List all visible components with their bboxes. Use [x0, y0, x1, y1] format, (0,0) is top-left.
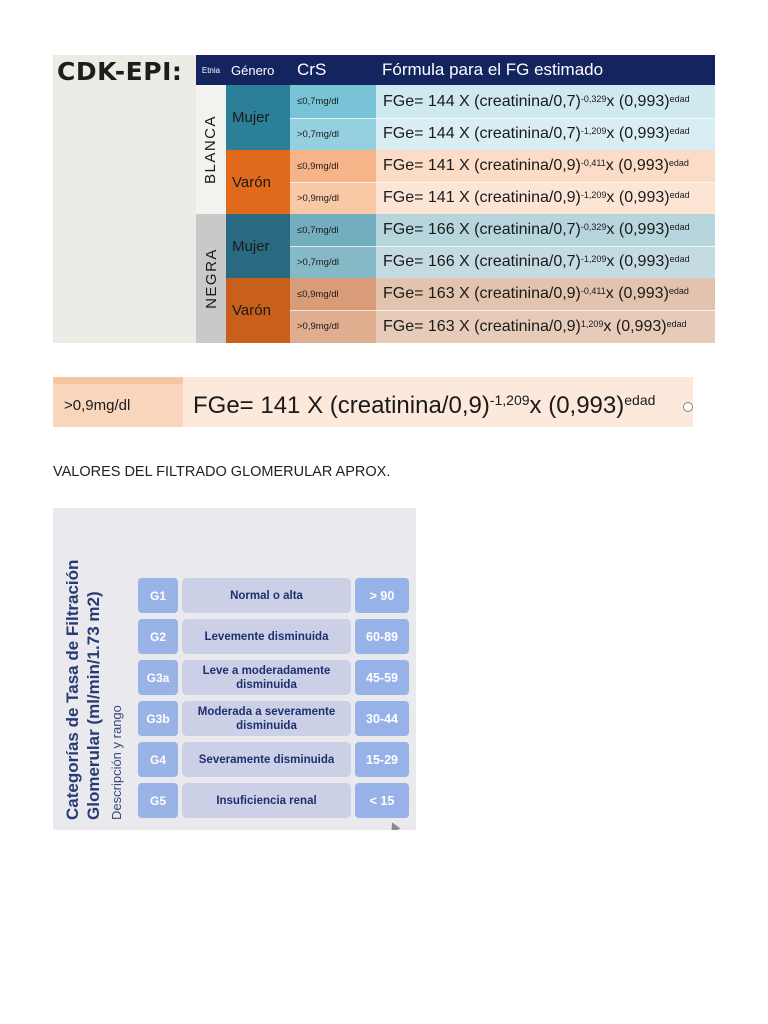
- gender-varon-negra: Varón: [226, 278, 290, 343]
- gender-mujer-blanca: Mujer: [226, 85, 290, 150]
- crs-cell: ≤0,7mg/dl: [290, 214, 376, 246]
- grade-badge: G2: [138, 619, 178, 654]
- cursor-arrow-icon: [388, 820, 401, 830]
- crs-cell: >0,9mg/dl: [290, 310, 376, 343]
- grade-range: 15-29: [355, 742, 409, 777]
- categories-title-line1: Categorías de Tasa de Filtración: [63, 559, 82, 820]
- grade-range: 30-44: [355, 701, 409, 736]
- formula-cell: FGe= 166 X (creatinina/0,7) $^{-0,329}$ x (0,993) $^{edad}$: [376, 214, 715, 246]
- highlighted-formula-image: [53, 377, 693, 427]
- ethnicity-negra: NEGRA: [196, 214, 226, 343]
- grade-description: Moderada a severamente disminuida: [182, 701, 351, 736]
- formula-cell: FGe= 141 X (creatinina/0,9) $^{-1,209}$ x (0,993) $^{edad}$: [376, 182, 715, 214]
- formula-cell: FGe= 163 X (creatinina/0,9) $^{-0,411}$ x (0,993) $^{edad}$: [376, 278, 715, 310]
- formula-cell: FGe= 144 X (creatinina/0,7) $^{-1,209}$ x (0,993) $^{edad}$: [376, 118, 715, 150]
- gfr-categories-image: [53, 508, 416, 830]
- grade-badge: G3b: [138, 701, 178, 736]
- header-formula: Fórmula para el FG estimado: [376, 55, 715, 85]
- grade-description: Leve a moderadamente disminuida: [182, 660, 351, 695]
- crs-cell: ≤0,9mg/dl: [290, 278, 376, 310]
- grade-range: < 15: [355, 783, 409, 818]
- grade-range: 45-59: [355, 660, 409, 695]
- crs-cell: ≤0,7mg/dl: [290, 85, 376, 118]
- grade-badge: G4: [138, 742, 178, 777]
- formula-cell: FGe= 144 X (creatinina/0,7) $^{-0,329}$ x (0,993) $^{edad}$: [376, 85, 715, 118]
- row-divider: [290, 182, 715, 183]
- gender-mujer-negra: Mujer: [226, 214, 290, 278]
- grade-description: Severamente disminuida: [182, 742, 351, 777]
- formula-cell: FGe= 166 X (creatinina/0,7) $^{-1,209}$ x (0,993) $^{edad}$: [376, 246, 715, 278]
- row-divider: [290, 310, 715, 311]
- grade-range: 60-89: [355, 619, 409, 654]
- highlight-crs: >0,9mg/dl: [53, 384, 183, 427]
- formula-cell: FGe= 163 X (creatinina/0,9) $^{1,209}$ x (0,993) $^{edad}$: [376, 310, 715, 343]
- formula-cell: FGe= 141 X (creatinina/0,9) $^{-0,411}$ x (0,993) $^{edad}$: [376, 150, 715, 182]
- categories-subtitle: Descripción y rango: [109, 705, 124, 820]
- crs-cell: >0,7mg/dl: [290, 118, 376, 150]
- categories-title-block: [53, 508, 123, 830]
- header-etnia: Etnia: [196, 55, 226, 85]
- section-caption: VALORES DEL FILTRADO GLOMERULAR APROX.: [53, 464, 391, 480]
- highlight-formula: FGe= 141 X (creatinina/0,9) $^{-1,209}$ x (0,993) $^{edad}$: [193, 391, 656, 419]
- header-crs: CrS: [290, 55, 376, 85]
- categories-title-line2: Glomerular (ml/min/1.73 m2): [84, 591, 103, 820]
- grade-description: Normal o alta: [182, 578, 351, 613]
- row-divider: [290, 118, 715, 119]
- grade-description: Levemente disminuida: [182, 619, 351, 654]
- crs-cell: ≤0,9mg/dl: [290, 150, 376, 182]
- resize-handle[interactable]: [683, 402, 693, 412]
- gender-varon-blanca: Varón: [226, 150, 290, 214]
- row-divider: [290, 246, 715, 247]
- header-genero: Género: [226, 55, 290, 85]
- crs-cell: >0,7mg/dl: [290, 246, 376, 278]
- grade-badge: G1: [138, 578, 178, 613]
- highlight-strip: [53, 377, 183, 384]
- grade-description: Insuficiencia renal: [182, 783, 351, 818]
- ckd-epi-table-image: [53, 55, 715, 343]
- grade-badge: G3a: [138, 660, 178, 695]
- ckd-epi-title: CDK-EPI:: [57, 57, 183, 86]
- grade-badge: G5: [138, 783, 178, 818]
- ethnicity-blanca: BLANCA: [196, 85, 226, 214]
- crs-cell: >0,9mg/dl: [290, 182, 376, 214]
- grade-range: > 90: [355, 578, 409, 613]
